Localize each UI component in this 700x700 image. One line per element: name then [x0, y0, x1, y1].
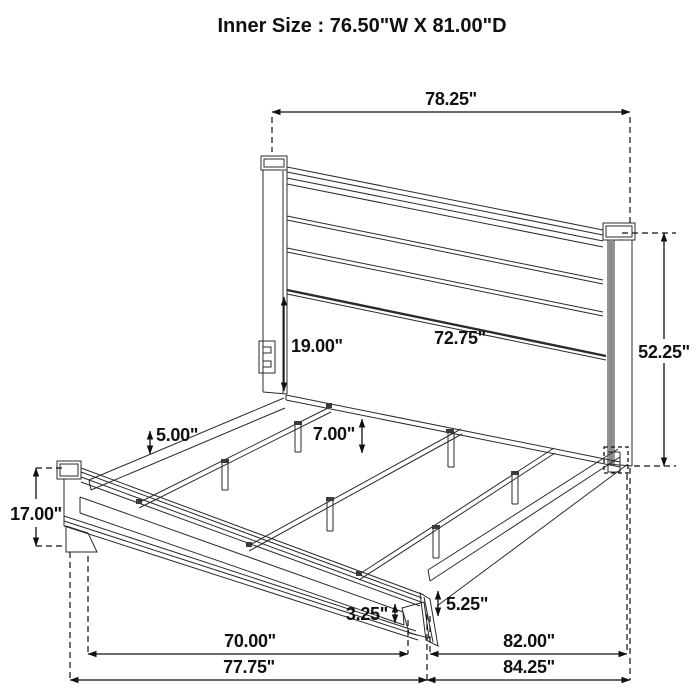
dim-label-headboard-height: 52.25": [638, 342, 690, 362]
dim-label-headboard-leg-height: 19.00": [291, 336, 343, 356]
headboard-left-post-cap: [261, 156, 287, 170]
dimension-rail-floor-clearance: [438, 591, 488, 616]
dimension-headboard-leg-height: [284, 297, 343, 391]
dim-label-footboard-height: 17.00": [10, 504, 62, 524]
dimension-slat-rail-gap: [150, 425, 198, 454]
dim-label-footboard-width: 77.75": [223, 657, 275, 677]
dim-label-overall-length: 84.25": [503, 657, 555, 677]
rail-bracket: [259, 341, 275, 373]
dimension-footboard-leg-height: [346, 604, 395, 624]
dimension-slat-leg-height: [313, 419, 362, 453]
dim-label-footboard-leg-height: 3.25": [345, 604, 388, 624]
dim-label-side-rail-length: 82.00": [503, 631, 555, 651]
dimension-annotations: [10, 89, 690, 680]
dim-label-footboard-inner-width: 70.00": [224, 631, 276, 651]
near-side-rail: [428, 449, 628, 606]
dim-label-slat-leg-height: 7.00": [312, 424, 355, 444]
dim-label-headboard-inner-width: 72.75": [434, 328, 486, 348]
dim-label-slat-rail-gap: 5.00": [156, 425, 199, 445]
diagram-title: Inner Size : 76.50"W X 81.00"D: [217, 15, 507, 37]
dim-label-headboard-width: 78.25": [425, 89, 477, 109]
dimension-side-rail-length: [430, 474, 627, 654]
dimension-footboard-height: [10, 468, 66, 546]
dimension-headboard-width: [272, 89, 630, 226]
bed-illustration: [57, 156, 635, 646]
dim-label-rail-floor-clearance: 5.25": [446, 594, 489, 614]
